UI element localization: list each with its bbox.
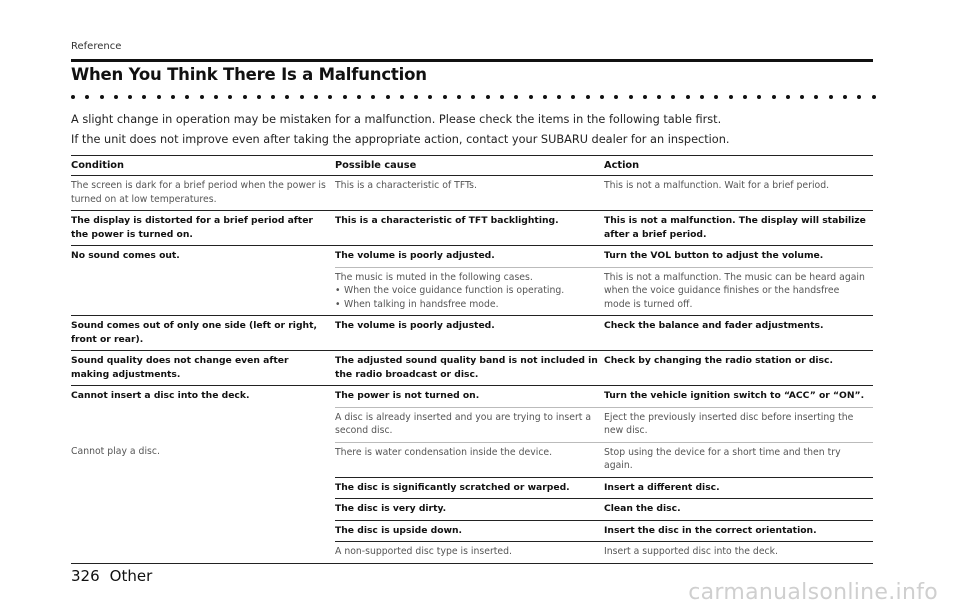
dot — [157, 95, 161, 99]
cause-bullet-list — [335, 284, 598, 311]
dot — [629, 95, 633, 99]
action-cell: Turn the vehicle ignition switch to “ACC” or “ON”. — [604, 386, 873, 408]
cause-cell: The power is not turned on. — [335, 386, 604, 408]
section-label: Reference — [71, 41, 122, 52]
header-action: Action — [604, 156, 873, 176]
action-cell: Turn the VOL button to adjust the volume. — [604, 246, 873, 268]
action-cell: Stop using the device for a short time and then try again. — [604, 442, 873, 477]
dot — [300, 95, 304, 99]
dot — [614, 95, 618, 99]
dot — [586, 95, 590, 99]
table-row — [71, 542, 873, 564]
dot — [643, 95, 647, 99]
dot — [71, 95, 75, 99]
dot — [829, 95, 833, 99]
table-row — [71, 267, 873, 316]
page-footer — [71, 567, 152, 585]
footer-section: Other — [109, 567, 153, 585]
table-row — [71, 407, 873, 442]
dot — [100, 95, 104, 99]
cause-cell: The volume is poorly adjusted. — [335, 246, 604, 268]
header-possible-cause: Possible cause — [335, 156, 604, 176]
dot — [128, 95, 132, 99]
dot — [872, 95, 876, 99]
title-rule — [71, 59, 873, 62]
dot — [371, 95, 375, 99]
dot — [400, 95, 404, 99]
intro-line-1: A slight change in operation may be mistaken for a malfunction. Please check the items in the following table first. — [71, 113, 722, 126]
dot — [85, 95, 89, 99]
cause-bullet: • When talking in handsfree mode. — [335, 298, 598, 312]
dot — [243, 95, 247, 99]
dot — [543, 95, 547, 99]
watermark: carmanualsonline.info — [688, 580, 938, 605]
cause-cell: This is a characteristic of TFT backlighting. — [335, 211, 604, 246]
dot — [657, 95, 661, 99]
dot — [743, 95, 747, 99]
condition-cell — [71, 267, 335, 316]
dot — [285, 95, 289, 99]
cause-cell: The disc is significantly scratched or warped. — [335, 477, 604, 499]
action-cell: This is not a malfunction. The music can be heard again when the voice guidance finishes or the handsfree mode is turned off. — [604, 267, 873, 316]
action-cell: Insert a supported disc into the deck. — [604, 542, 873, 564]
dot — [571, 95, 575, 99]
dot — [228, 95, 232, 99]
dot — [486, 95, 490, 99]
cause-text: The music is muted in the following cases. — [335, 271, 533, 283]
dot — [200, 95, 204, 99]
dot — [171, 95, 175, 99]
dot — [757, 95, 761, 99]
condition-cell — [71, 520, 335, 542]
dot — [142, 95, 146, 99]
action-cell: This is not a malfunction. Wait for a brief period. — [604, 180, 830, 191]
page-number: 326 — [71, 567, 100, 585]
cause-cell: A non-supported disc type is inserted. — [335, 542, 604, 564]
troubleshooting-table — [71, 155, 873, 564]
condition-cell — [71, 542, 335, 564]
condition-cell: Cannot insert a disc into the deck. — [71, 386, 335, 408]
dot — [786, 95, 790, 99]
dot — [314, 95, 318, 99]
cause-cell: The disc is very dirty. — [335, 499, 604, 521]
cause-cell: The volume is poorly adjusted. — [335, 316, 604, 351]
dot — [500, 95, 504, 99]
dot — [557, 95, 561, 99]
dot — [428, 95, 432, 99]
table-row — [71, 520, 873, 542]
condition-cell — [71, 499, 335, 521]
dot — [814, 95, 818, 99]
dot — [700, 95, 704, 99]
condition-cell: No sound comes out. — [71, 246, 335, 268]
cause-bullet: • When the voice guidance function is operating. — [335, 284, 598, 298]
dot — [457, 95, 461, 99]
table-row — [71, 386, 873, 408]
cause-cell: The disc is upside down. — [335, 520, 604, 542]
action-cell: Clean the disc. — [604, 499, 873, 521]
action-cell: Insert a different disc. — [604, 477, 873, 499]
condition-cell: Cannot play a disc. — [71, 446, 160, 457]
dot — [714, 95, 718, 99]
dot — [529, 95, 533, 99]
table-header-row — [71, 156, 873, 176]
dot — [414, 95, 418, 99]
dot — [471, 95, 475, 99]
dotted-rule — [71, 91, 876, 103]
table-row — [71, 316, 873, 351]
table-row — [71, 211, 873, 246]
dot — [443, 95, 447, 99]
action-cell: Check the balance and fader adjustments. — [604, 316, 873, 351]
table-row — [71, 499, 873, 521]
table-row — [71, 477, 873, 499]
action-cell: Eject the previously inserted disc before inserting the new disc. — [604, 407, 873, 442]
table-row — [71, 246, 873, 268]
condition-cell: The display is distorted for a brief period after the power is turned on. — [71, 211, 335, 246]
dot — [343, 95, 347, 99]
intro-line-2: If the unit does not improve even after taking the appropriate action, contact your SUBARU dealer for an inspection. — [71, 133, 730, 146]
dot — [328, 95, 332, 99]
dot — [857, 95, 861, 99]
action-cell: This is not a malfunction. The display will stabilize after a brief period. — [604, 211, 873, 246]
dot — [600, 95, 604, 99]
dot — [271, 95, 275, 99]
dot — [357, 95, 361, 99]
action-cell: Check by changing the radio station or disc. — [604, 351, 873, 386]
cause-cell: There is water condensation inside the device. — [335, 442, 604, 477]
dot — [514, 95, 518, 99]
dot — [214, 95, 218, 99]
cause-cell: The adjusted sound quality band is not included in the radio broadcast or disc. — [335, 351, 604, 386]
dot — [729, 95, 733, 99]
table-row — [71, 176, 873, 211]
dot — [686, 95, 690, 99]
dot — [843, 95, 847, 99]
dot — [386, 95, 390, 99]
dot — [671, 95, 675, 99]
dot — [772, 95, 776, 99]
action-cell: Insert the disc in the correct orientation. — [604, 520, 873, 542]
cause-cell — [335, 267, 604, 316]
table-row — [71, 442, 873, 477]
condition-cell: Sound comes out of only one side (left or right, front or rear). — [71, 316, 335, 351]
page-title: When You Think There Is a Malfunction — [71, 65, 427, 84]
cause-cell: This is a characteristic of TFTs. — [335, 180, 477, 191]
dot — [800, 95, 804, 99]
header-condition: Condition — [71, 156, 335, 176]
condition-cell: The screen is dark for a brief period when the power is turned on at low temperatures. — [71, 180, 326, 205]
condition-cell: Sound quality does not change even after making adjustments. — [71, 351, 335, 386]
cause-cell: A disc is already inserted and you are trying to insert a second disc. — [335, 407, 604, 442]
condition-cell — [71, 477, 335, 499]
table-row — [71, 351, 873, 386]
condition-cell — [71, 407, 335, 442]
dot — [185, 95, 189, 99]
dot — [257, 95, 261, 99]
dot — [114, 95, 118, 99]
